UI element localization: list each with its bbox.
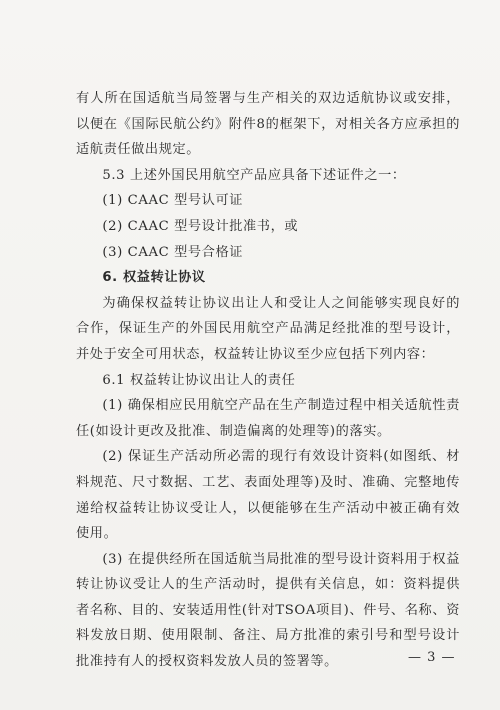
responsibility-item-2: (2) 保证生产活动所必需的现行有效设计资料(如图纸、材料规范、尺寸数据、工艺、表面处理等)及时、准确、完整地传递给权益转让协议受让人，以便能够在生产活动中被正确有效使用。: [76, 449, 460, 542]
paragraph-continuation: 有人所在国适航当局签署与生产相关的双边适航协议或安排，以便在《国际民航公约》附件8的框架下，对相关各方应承担的适航责任做出规定。: [76, 91, 460, 158]
section-6-intro: 为确保权益转让协议出让人和受让人之间能够实现良好的合作，保证生产的外国民用航空产品满足经批准的型号设计，并处于安全可用状态，权益转让协议至少应包括下列内容：: [76, 295, 460, 362]
section-6-1-heading: 6.1 权益转让协议出让人的责任: [102, 372, 296, 388]
page-number: — 3 —: [408, 650, 456, 665]
responsibility-item-3: (3) 在提供经所在国适航当局批准的型号设计资料用于权益转让协议受让人的生产活动时，提供有关信息，如：资料提供者名称、目的、安装适用性(针对TSOA项目)、件号、名称、资料发放日期、使用限制、备注、局方批准的索引号和型号设计批准持有人的授权资料发放人员的签署等。: [76, 551, 460, 670]
list-item-3: (3) CAAC 型号合格证: [102, 244, 244, 260]
section-5-3: 5.3 上述外国民用航空产品应具备下述证件之一：: [102, 167, 406, 183]
list-item-1: (1) CAAC 型号认可证: [102, 193, 244, 209]
responsibility-item-1: (1) 确保相应民用航空产品在生产制造过程中相关适航性责任(如设计更改及批准、制造偏离的处理等)的落实。: [76, 398, 460, 439]
list-item-2: (2) CAAC 型号设计批准书，或: [102, 218, 299, 234]
section-6-heading: 6. 权益转让协议: [102, 270, 206, 286]
document-body: [76, 86, 460, 675]
